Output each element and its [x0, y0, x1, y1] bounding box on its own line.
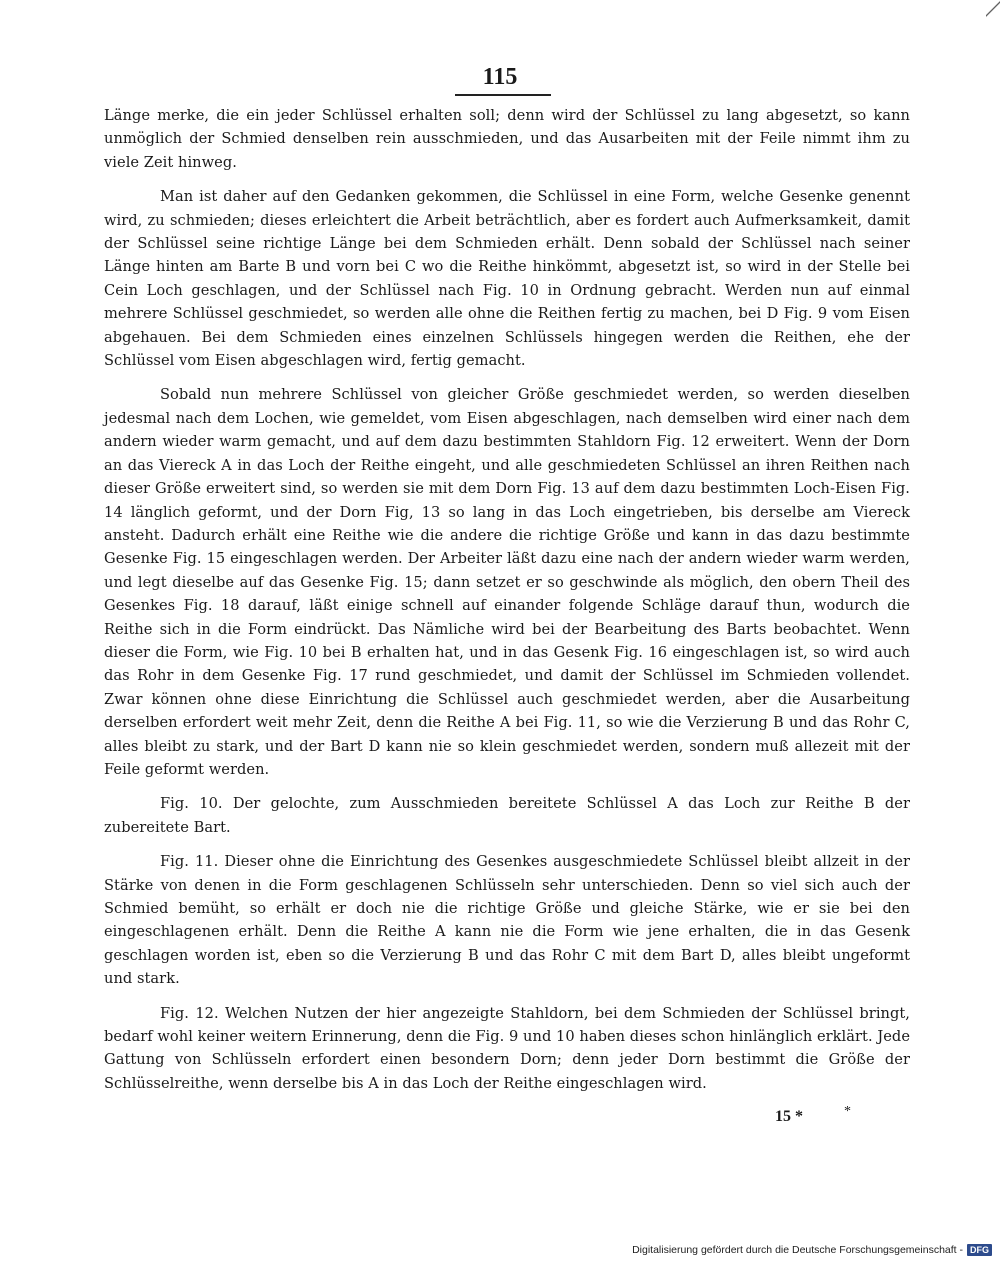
- digitization-footer: [632, 1244, 992, 1256]
- paragraph-3: Sobald nun mehrere Schlüssel von gleicher Größe geschmiedet werden, so werden dieselben jedesmal nach dem Lochen, wie gemeldet, vom Eisen abgeschlagen, nach demselben wird einer nach dem andern wieder warm gemacht, und auf dem dazu bestimmten Stahldorn Fig. 12 erweitert. Wenn der Dorn an das Viereck A in das Loch der Reithe eingeht, und alle geschmiedeten Schlüssel an ihren Reithen nach dieser Größe erweitert sind, so werden sie mit dem Dorn Fig. 13 auf dem dazu bestimmten Loch-Eisen Fig. 14 länglich geformt, und der Dorn Fig, 13 so lang in das Loch eingetrieben, bis derselbe am Viereck ansteht. Dadurch erhält eine Reithe wie die andere die richtige Größe und kann in das dazu bestimmte Gesenke Fig. 15 eingeschlagen werden. Der Arbeiter läßt dazu eine nach der andern wieder warm werden, und legt dieselbe auf das Gesenke Fig. 15; dann setzet er so geschwinde als möglich, den obern Theil des Gesenkes Fig. 18 darauf, läßt einige schnell auf einander folgende Schläge darauf thun, wodurch die Reithe sich in die Form eindrückt. Das Nämliche wird bei der Bearbeitung des Barts beobachtet. Wenn dieser die Form, wie Fig. 10 bei B erhalten hat, und in das Gesenk Fig. 16 eingeschlagen ist, so wird auch das Rohr in dem Gesenke Fig. 17 rund geschmiedet, und damit der Schlüssel im Schmieden vollendet. Zwar können ohne diese Einrichtung die Schlüssel auch geschmiedet werden, aber die Ausarbeitung derselben erfordert weit mehr Zeit, denn die Reithe A bei Fig. 11, so wie die Verzierung B und das Rohr C, alles bleibt zu stark, und der Bart D kann nie so klein geschmiedet werden, sondern muß allezeit mit der Feile geformt werden.: [104, 386, 910, 778]
- signature-mark: *: [844, 1104, 851, 1119]
- dfg-logo: DFG: [967, 1244, 992, 1256]
- paragraph-fig-12: Fig. 12. Welchen Nutzen der hier angezeigte Stahldorn, bei dem Schmieden der Schlüssel bringt, bedarf wohl keiner weitern Erinnerung, denn die Fig. 9 und 10 haben dieses schon hinlänglich erklärt. Jede Gattung von Schlüsseln erfordert einen besondern Dorn; denn jeder Dorn bestimmt die Größe der Schlüsselreithe, wenn derselbe bis A in das Loch der Reithe eingeschlagen wird.: [104, 1004, 911, 1092]
- page-number-rule: [455, 94, 551, 96]
- body-text: [104, 104, 910, 1106]
- paragraph-1: Länge merke, die ein jeder Schlüssel erhalten soll; denn wird der Schlüssel zu lang abgesetzt, so kann unmöglich der Schmied denselben rein ausschmieden, und das Ausarbeiten mit der Feile nimmt ihm zu viele Zeit hinweg.: [104, 107, 910, 171]
- printer-signature: 15 *: [775, 1108, 803, 1125]
- page-edge-mark: [986, 0, 1000, 18]
- paragraph-fig-11: Fig. 11. Dieser ohne die Einrichtung des Gesenkes ausgeschmiedete Schlüssel bleibt allzeit in der Stärke von denen in die Form geschlagenen Schlüsseln sehr unterschieden. Denn so viel sich auch der Schmied bemüht, so erhält er doch nie die richtige Größe und gleiche Stärke, wie er sie bei den eingeschlagenen erhält. Denn die Reithe A kann nie die Form wie jene erhalten, die in das Gesenk geschlagen worden ist, eben so die Verzierung B und das Rohr C mit dem Bart D, alles bleibt ungeformt und stark.: [104, 853, 910, 988]
- paragraph-2: Man ist daher auf den Gedanken gekommen, die Schlüssel in eine Form, welche Gesenke genennt wird, zu schmieden; dieses erleichtert die Arbeit beträchtlich, aber es fordert auch Aufmerksamkeit, damit der Schlüssel seine richtige Länge bei dem Schmieden erhält. Denn sobald der Schlüssel nach seiner Länge hinten am Barte B und vorn bei C wo die Reithe hinkömmt, abgesetzt ist, so wird in der Stelle bei Cein Loch geschlagen, und der Schlüssel nach Fig. 10 in Ordnung gebracht. Werden nun auf einmal mehrere Schlüssel geschmiedet, so werden alle ohne die Reithen fertig zu machen, bei D Fig. 9 vom Eisen abgehauen. Bei dem Schmieden eines einzelnen Schlüssels hingegen werden die Reithen, ehe der Schlüssel vom Eisen abgeschlagen wird, fertig gemacht.: [104, 188, 910, 370]
- paragraph-fig-10: Fig. 10. Der gelochte, zum Ausschmieden bereitete Schlüssel A das Loch zur Reithe B der zubereitete Bart.: [104, 795, 910, 836]
- page-number: 115: [482, 64, 518, 90]
- footer-text: Digitalisierung gefördert durch die Deutsche Forschungsgemeinschaft -: [632, 1244, 963, 1256]
